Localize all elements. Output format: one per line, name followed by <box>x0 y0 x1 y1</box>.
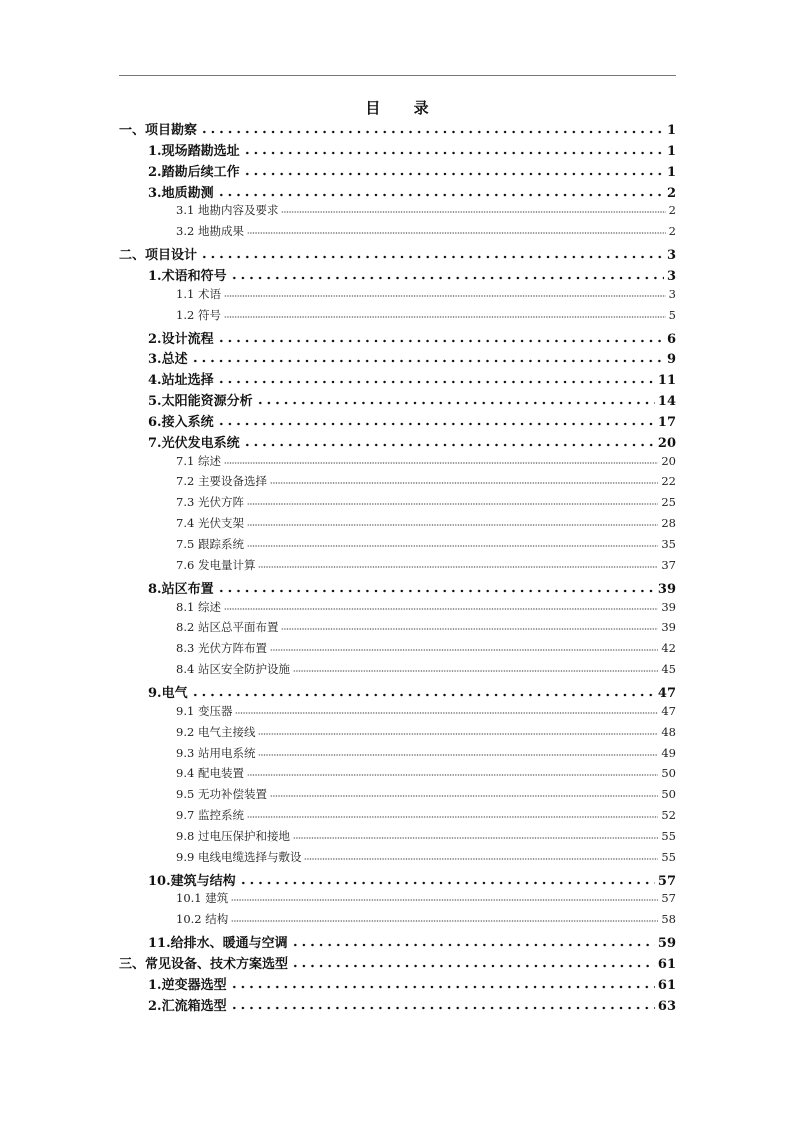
toc-entry-page: 3 <box>668 286 676 301</box>
toc-entry-page: 55 <box>661 828 676 843</box>
toc-entry[interactable] <box>148 974 676 993</box>
toc-entry[interactable] <box>176 661 676 677</box>
dot-leader <box>304 849 658 861</box>
toc-entry[interactable] <box>176 494 676 510</box>
dot-leader <box>293 828 658 840</box>
toc-entry-title: 6.接入系统 <box>148 414 214 430</box>
toc-entry[interactable] <box>148 682 676 701</box>
toc-entry-page: 3 <box>666 268 676 284</box>
dot-leader <box>217 183 664 197</box>
toc-entry[interactable] <box>148 140 676 159</box>
toc-entry[interactable] <box>176 890 676 906</box>
dot-leader <box>270 786 658 798</box>
toc-entry-title: 1.术语和符号 <box>148 268 227 284</box>
dot-leader <box>235 703 658 715</box>
toc-entry[interactable] <box>119 244 676 263</box>
toc-entry[interactable] <box>176 807 676 823</box>
toc-entry-title: 9.7 监控系统 <box>176 808 244 823</box>
toc-entry-page: 49 <box>661 745 676 760</box>
toc-entry[interactable] <box>148 182 676 201</box>
toc-entry-title: 10.2 结构 <box>176 912 229 927</box>
toc-entry-title: 9.1 变压器 <box>176 703 233 718</box>
toc-entry-title: 二、项目设计 <box>119 248 198 264</box>
toc-entry-title: 2.踏勘后续工作 <box>148 164 240 180</box>
dot-leader <box>191 349 664 363</box>
toc-entry[interactable] <box>176 765 676 781</box>
dot-leader <box>247 494 658 506</box>
toc-entry-page: 47 <box>661 703 676 718</box>
toc-entry-title: 4.站址选择 <box>148 373 214 389</box>
toc-entry-page: 35 <box>661 537 676 551</box>
toc-title: 目 录 <box>365 99 443 117</box>
toc-entry[interactable] <box>176 223 676 239</box>
toc-entry-page: 39 <box>661 599 676 614</box>
dot-leader <box>224 453 658 465</box>
dot-leader <box>243 433 655 447</box>
toc-entry-page: 39 <box>657 581 676 597</box>
toc-entry-title: 7.2 主要设备选择 <box>176 474 267 489</box>
toc-entry-title: 3.总述 <box>148 352 188 368</box>
toc-entry[interactable] <box>148 265 676 284</box>
dot-leader <box>230 266 664 280</box>
toc-entry-title: 7.1 综述 <box>176 453 221 468</box>
toc-entry[interactable] <box>176 911 676 927</box>
toc-entry-title: 10.1 建筑 <box>176 891 229 906</box>
toc-entry-title: 1.逆变器选型 <box>148 977 227 993</box>
dot-leader <box>247 536 658 548</box>
toc-entry-page: 14 <box>657 394 676 410</box>
dot-leader <box>200 245 664 259</box>
toc-entry-page: 22 <box>661 474 676 489</box>
toc-entry-title: 9.9 电线电缆选择与敷设 <box>176 849 302 864</box>
toc-entry[interactable] <box>119 119 676 138</box>
toc-entry-page: 42 <box>661 641 676 656</box>
toc-entry[interactable] <box>119 953 676 972</box>
toc-entry-title: 9.2 电气主接线 <box>176 724 256 739</box>
toc-entry[interactable] <box>148 995 676 1014</box>
toc-entry-title: 9.4 配电装置 <box>176 766 244 781</box>
dot-leader <box>291 954 655 968</box>
toc-entry[interactable] <box>148 932 676 951</box>
toc-entry-page: 50 <box>661 787 676 802</box>
toc-entry-page: 25 <box>661 495 676 510</box>
toc-entry-title: 8.站区布置 <box>148 581 214 597</box>
toc-entry-page: 63 <box>657 998 676 1014</box>
toc-entry[interactable] <box>176 453 676 469</box>
toc-entry[interactable] <box>176 640 676 656</box>
toc-entry-page: 20 <box>657 435 676 451</box>
toc-entry[interactable] <box>176 557 676 573</box>
toc-entry-page: 2 <box>668 224 676 239</box>
toc-entry[interactable] <box>176 724 676 740</box>
dot-leader <box>230 996 655 1010</box>
toc-entry-title: 1.2 符号 <box>176 307 221 322</box>
toc-entry[interactable] <box>176 202 676 218</box>
toc-entry-page: 61 <box>657 977 676 993</box>
toc-entry-page: 5 <box>668 307 676 322</box>
toc-entry-page: 20 <box>661 453 676 468</box>
toc-entry[interactable] <box>176 599 676 615</box>
toc-entry-page: 57 <box>661 891 676 906</box>
toc-entry[interactable] <box>176 536 676 552</box>
toc-entry-title: 3.地质勘测 <box>148 185 214 201</box>
toc-entry-title: 7.4 光伏支架 <box>176 516 244 531</box>
toc-entry-title: 2.汇流箱选型 <box>148 998 227 1014</box>
dot-leader <box>247 807 658 819</box>
toc-entry-title: 8.2 站区总平面布置 <box>176 620 279 635</box>
toc-entry[interactable] <box>148 578 676 597</box>
toc-entry-page: 1 <box>666 123 676 138</box>
header-rule <box>119 75 676 76</box>
dot-leader <box>258 745 658 757</box>
toc-entry-page: 50 <box>661 766 676 781</box>
toc-entry-page: 28 <box>661 516 676 531</box>
toc-entry-page: 39 <box>661 620 676 635</box>
toc-entry-title: 7.光伏发电系统 <box>148 435 240 451</box>
toc-entry-page: 17 <box>657 414 676 430</box>
dot-leader <box>247 223 666 235</box>
dot-leader <box>247 765 658 777</box>
toc-entry[interactable] <box>176 619 676 635</box>
toc-entry-page: 58 <box>661 912 676 927</box>
dot-leader <box>243 162 664 176</box>
toc-entry-title: 2.设计流程 <box>148 331 214 347</box>
toc-entry-title: 7.6 发电量计算 <box>176 557 256 572</box>
toc-entry-title: 一、项目勘察 <box>119 123 198 138</box>
toc-entry[interactable] <box>148 870 676 889</box>
toc-entry-title: 3.1 地勘内容及要求 <box>176 203 279 218</box>
dot-leader <box>293 661 658 673</box>
dot-leader <box>217 329 664 343</box>
toc-entry-title: 11.给排水、暖通与空调 <box>148 936 288 952</box>
toc-entry-title: 1.1 术语 <box>176 286 221 301</box>
toc-entry-page: 2 <box>666 185 676 201</box>
toc-entry-title: 3.2 地勘成果 <box>176 224 244 239</box>
toc-entry[interactable] <box>148 328 676 347</box>
toc-entry-title: 8.1 综述 <box>176 599 221 614</box>
dot-leader <box>239 871 655 885</box>
toc-entry[interactable] <box>148 348 676 367</box>
dot-leader <box>231 890 658 902</box>
toc-entry[interactable] <box>148 390 676 409</box>
toc-entry-page: 59 <box>657 936 676 952</box>
toc-entry-page: 55 <box>661 849 676 864</box>
dot-leader <box>270 473 658 485</box>
toc-entry-title: 7.3 光伏方阵 <box>176 495 244 510</box>
toc-entry[interactable] <box>176 703 676 719</box>
dot-leader <box>231 911 658 923</box>
dot-leader <box>258 724 658 736</box>
toc-entry-page: 45 <box>661 662 676 677</box>
dot-leader <box>217 579 655 593</box>
toc-entry-title: 9.电气 <box>148 685 188 701</box>
dot-leader <box>191 683 655 697</box>
toc-entry[interactable] <box>148 432 676 451</box>
dot-leader <box>291 933 655 947</box>
dot-leader <box>224 599 658 611</box>
toc-entry-page: 48 <box>661 724 676 739</box>
toc-entry-page: 1 <box>666 164 676 180</box>
dot-leader <box>270 640 658 652</box>
toc-entry-page: 37 <box>661 557 676 572</box>
toc-entry-title: 1.现场踏勘选址 <box>148 143 240 159</box>
dot-leader <box>217 370 655 384</box>
toc-entry[interactable] <box>176 786 676 802</box>
dot-leader <box>243 141 664 155</box>
dot-leader <box>281 202 665 214</box>
dot-leader <box>247 515 658 527</box>
dot-leader <box>200 120 664 134</box>
dot-leader <box>224 307 666 319</box>
dot-leader <box>258 557 658 569</box>
toc-entry[interactable] <box>176 473 676 489</box>
toc-entry-page: 6 <box>666 331 676 347</box>
toc-entry-page: 52 <box>661 808 676 823</box>
toc-entry[interactable] <box>176 745 676 761</box>
toc-entry-page: 11 <box>657 373 676 389</box>
toc-entry-page: 61 <box>657 957 676 972</box>
toc-entry-page: 1 <box>666 143 676 159</box>
toc-entry[interactable] <box>176 515 676 531</box>
toc-entry-title: 8.3 光伏方阵布置 <box>176 641 267 656</box>
toc-entry[interactable] <box>176 286 676 302</box>
dot-leader <box>224 286 666 298</box>
toc-entry-title: 9.5 无功补偿装置 <box>176 787 267 802</box>
toc-entry-page: 9 <box>666 352 676 368</box>
toc-entry[interactable] <box>148 369 676 388</box>
toc-entry-page: 3 <box>666 248 676 264</box>
toc-entry-title: 7.5 跟踪系统 <box>176 537 244 551</box>
toc-entry[interactable] <box>176 828 676 844</box>
toc-entry-page: 57 <box>657 873 676 889</box>
toc-entry[interactable] <box>148 411 676 430</box>
toc-entry[interactable] <box>176 307 676 323</box>
toc-entry-title: 10.建筑与结构 <box>148 873 236 889</box>
toc-entry-title: 9.3 站用电系统 <box>176 745 256 760</box>
dot-leader <box>281 619 658 631</box>
dot-leader <box>217 412 655 426</box>
toc-entry[interactable] <box>148 161 676 180</box>
toc-entry-page: 47 <box>657 685 676 701</box>
toc-entry-page: 2 <box>668 203 676 218</box>
dot-leader <box>230 975 655 989</box>
toc-entry-title: 5.太阳能资源分析 <box>148 394 253 410</box>
toc-entry[interactable] <box>176 849 676 865</box>
toc-entry-title: 8.4 站区安全防护设施 <box>176 662 290 677</box>
dot-leader <box>256 391 655 405</box>
toc-entry-title: 9.8 过电压保护和接地 <box>176 828 290 843</box>
toc-entry-title: 三、常见设备、技术方案选型 <box>119 957 289 972</box>
